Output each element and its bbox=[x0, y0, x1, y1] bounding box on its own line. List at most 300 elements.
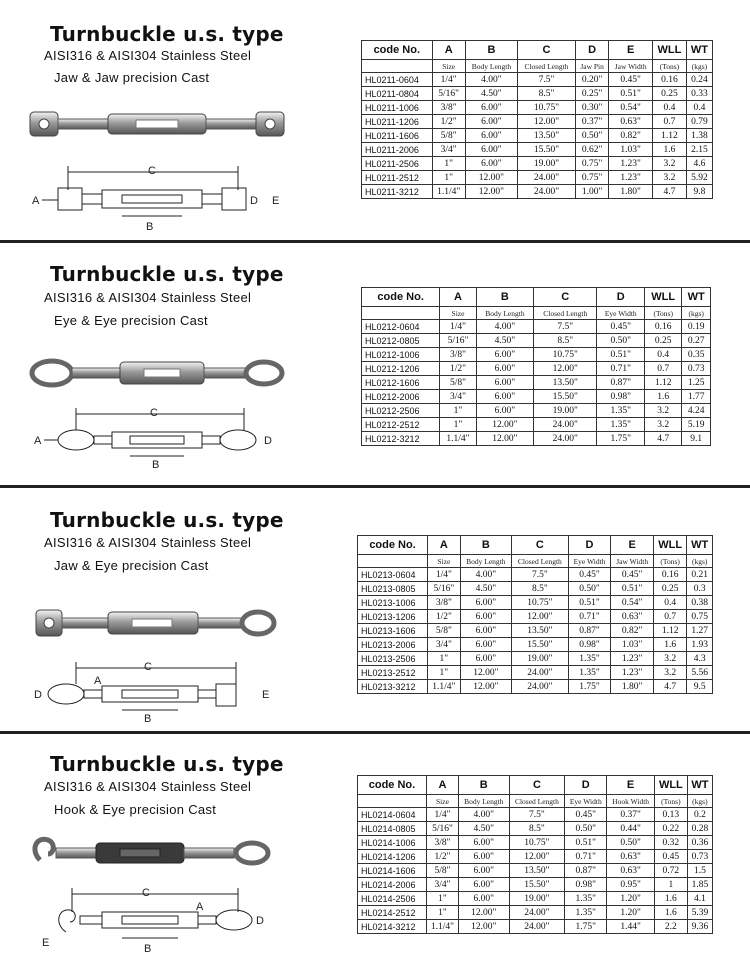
code-cell: HL0213-2006 bbox=[358, 638, 428, 652]
value-cell: 0.7 bbox=[653, 610, 686, 624]
column-header: A bbox=[440, 288, 476, 307]
value-cell: 12.00" bbox=[509, 850, 565, 864]
value-cell: 24.00" bbox=[518, 185, 576, 199]
column-header: code No. bbox=[358, 536, 428, 555]
value-cell: 0.51" bbox=[597, 348, 645, 362]
table-row bbox=[362, 390, 711, 404]
dim-label-b: B bbox=[144, 943, 152, 955]
dim-label-a: A bbox=[34, 435, 42, 447]
section-title: Turnbuckle u.s. type bbox=[50, 508, 284, 532]
value-cell: 0.13 bbox=[654, 808, 687, 822]
value-cell: 9.36 bbox=[687, 920, 712, 934]
spec-table-eye-eye bbox=[361, 287, 711, 446]
value-cell: 12.00" bbox=[476, 432, 533, 446]
code-cell: HL0211-1006 bbox=[362, 101, 433, 115]
value-cell: 15.50" bbox=[509, 878, 565, 892]
value-cell: 0.25" bbox=[575, 87, 609, 101]
value-cell: 0.98" bbox=[568, 638, 611, 652]
value-cell: 5/8" bbox=[432, 129, 465, 143]
value-cell: 0.98" bbox=[597, 390, 645, 404]
code-cell: HL0214-0604 bbox=[358, 808, 427, 822]
unit-cell: (kgs) bbox=[687, 795, 712, 808]
column-header: WLL bbox=[653, 536, 686, 555]
value-cell: 15.50" bbox=[518, 143, 576, 157]
value-cell: 0.45" bbox=[597, 320, 645, 334]
value-cell: 0.50" bbox=[565, 822, 607, 836]
column-header: B bbox=[460, 536, 511, 555]
dim-label-c: C bbox=[142, 887, 150, 899]
value-cell: 3/8" bbox=[426, 836, 458, 850]
column-header: D bbox=[565, 776, 607, 795]
value-cell: 1" bbox=[432, 171, 465, 185]
unit-cell bbox=[358, 555, 428, 568]
column-header: A bbox=[426, 776, 458, 795]
unit-cell: (Tons) bbox=[654, 795, 687, 808]
column-header: code No. bbox=[362, 41, 433, 60]
value-cell: 0.75 bbox=[687, 610, 713, 624]
table-row bbox=[358, 906, 713, 920]
table-row bbox=[358, 850, 713, 864]
table-row bbox=[362, 432, 711, 446]
material-text: AISI316 & AISI304 Stainless Steel bbox=[44, 290, 252, 305]
table-row bbox=[362, 87, 713, 101]
unit-cell: Body Length bbox=[465, 60, 517, 73]
table-row bbox=[362, 73, 713, 87]
value-cell: 1.5 bbox=[687, 864, 712, 878]
value-cell: 4.3 bbox=[687, 652, 713, 666]
value-cell: 1.6 bbox=[654, 906, 687, 920]
value-cell: 1/4" bbox=[428, 568, 461, 582]
table-row bbox=[362, 334, 711, 348]
value-cell: 4.00" bbox=[459, 808, 510, 822]
value-cell: 19.00" bbox=[509, 892, 565, 906]
dim-label-d: D bbox=[250, 195, 258, 207]
value-cell: 0.4 bbox=[652, 101, 686, 115]
table-row bbox=[362, 157, 713, 171]
unit-cell: Size bbox=[428, 555, 461, 568]
table-row bbox=[358, 638, 713, 652]
table-row bbox=[358, 568, 713, 582]
value-cell: 1.35" bbox=[597, 404, 645, 418]
value-cell: 4.50" bbox=[465, 87, 517, 101]
value-cell: 1.23" bbox=[611, 652, 654, 666]
table-header-row bbox=[362, 288, 711, 307]
column-header: E bbox=[607, 776, 655, 795]
dim-label-c: C bbox=[148, 165, 156, 177]
value-cell: 0.50" bbox=[575, 129, 609, 143]
value-cell: 1" bbox=[428, 666, 461, 680]
value-cell: 7.5" bbox=[518, 73, 576, 87]
value-cell: 12.00" bbox=[512, 610, 569, 624]
section-divider bbox=[0, 240, 750, 243]
value-cell: 1.03" bbox=[609, 143, 652, 157]
dim-label-b: B bbox=[152, 459, 160, 471]
value-cell: 1.35" bbox=[565, 892, 607, 906]
table-row bbox=[358, 624, 713, 638]
value-cell: 24.00" bbox=[534, 418, 597, 432]
value-cell: 19.00" bbox=[512, 652, 569, 666]
value-cell: 2.2 bbox=[654, 920, 687, 934]
value-cell: 0.33 bbox=[686, 87, 712, 101]
value-cell: 3/4" bbox=[426, 878, 458, 892]
unit-cell bbox=[362, 60, 433, 73]
unit-cell bbox=[358, 795, 427, 808]
value-cell: 1.03" bbox=[611, 638, 654, 652]
value-cell: 1.6 bbox=[652, 143, 686, 157]
value-cell: 4.24 bbox=[682, 404, 711, 418]
value-cell: 1.80" bbox=[609, 185, 652, 199]
value-cell: 1.1/4" bbox=[432, 185, 465, 199]
value-cell: 0.82" bbox=[609, 129, 652, 143]
table-units-row bbox=[358, 555, 713, 568]
value-cell: 1.23" bbox=[609, 171, 652, 185]
material-text: AISI316 & AISI304 Stainless Steel bbox=[44, 779, 252, 794]
value-cell: 6.00" bbox=[460, 596, 511, 610]
value-cell: 0.71" bbox=[568, 610, 611, 624]
value-cell: 6.00" bbox=[460, 610, 511, 624]
table-row bbox=[358, 822, 713, 836]
value-cell: 3/4" bbox=[440, 390, 476, 404]
value-cell: 0.45" bbox=[609, 73, 652, 87]
value-cell: 24.00" bbox=[518, 171, 576, 185]
value-cell: 0.51" bbox=[609, 87, 652, 101]
style-text: Hook & Eye precision Cast bbox=[54, 802, 217, 817]
value-cell: 7.5" bbox=[534, 320, 597, 334]
code-cell: HL0214-1006 bbox=[358, 836, 427, 850]
table-row bbox=[358, 808, 713, 822]
table-row bbox=[358, 864, 713, 878]
value-cell: 0.73 bbox=[682, 362, 711, 376]
section-divider bbox=[0, 485, 750, 488]
code-cell: HL0213-2506 bbox=[358, 652, 428, 666]
value-cell: 1/2" bbox=[440, 362, 476, 376]
dim-label-a: A bbox=[94, 675, 102, 687]
value-cell: 0.4 bbox=[686, 101, 712, 115]
table-header-row bbox=[358, 536, 713, 555]
value-cell: 1.75" bbox=[597, 432, 645, 446]
value-cell: 24.00" bbox=[509, 906, 565, 920]
style-text: Eye & Eye precision Cast bbox=[54, 313, 208, 328]
value-cell: 0.21 bbox=[687, 568, 713, 582]
value-cell: 0.71" bbox=[565, 850, 607, 864]
section-divider bbox=[0, 731, 750, 734]
value-cell: 1.12 bbox=[645, 376, 682, 390]
value-cell: 1.23" bbox=[611, 666, 654, 680]
table-row bbox=[362, 143, 713, 157]
unit-cell: Body Length bbox=[476, 307, 533, 320]
column-header: A bbox=[428, 536, 461, 555]
unit-cell: (Tons) bbox=[645, 307, 682, 320]
value-cell: 0.4 bbox=[653, 596, 686, 610]
material-text: AISI316 & AISI304 Stainless Steel bbox=[44, 535, 252, 550]
value-cell: 0.63" bbox=[607, 864, 655, 878]
value-cell: 6.00" bbox=[476, 376, 533, 390]
value-cell: 5.56 bbox=[687, 666, 713, 680]
code-cell: HL0211-2006 bbox=[362, 143, 433, 157]
code-cell: HL0214-0805 bbox=[358, 822, 427, 836]
unit-cell: (kgs) bbox=[682, 307, 711, 320]
table-row bbox=[358, 878, 713, 892]
unit-cell: Size bbox=[426, 795, 458, 808]
value-cell: 0.22 bbox=[654, 822, 687, 836]
value-cell: 6.00" bbox=[460, 624, 511, 638]
column-header: B bbox=[476, 288, 533, 307]
value-cell: 7.5" bbox=[509, 808, 565, 822]
value-cell: 0.63" bbox=[611, 610, 654, 624]
value-cell: 1.1/4" bbox=[440, 432, 476, 446]
value-cell: 1/2" bbox=[432, 115, 465, 129]
value-cell: 0.63" bbox=[607, 850, 655, 864]
code-cell: HL0211-0604 bbox=[362, 73, 433, 87]
code-cell: HL0212-1006 bbox=[362, 348, 440, 362]
value-cell: 1/4" bbox=[440, 320, 476, 334]
unit-cell: Jaw Width bbox=[609, 60, 652, 73]
value-cell: 0.7 bbox=[645, 362, 682, 376]
unit-cell: Size bbox=[432, 60, 465, 73]
value-cell: 3/8" bbox=[432, 101, 465, 115]
value-cell: 1.25 bbox=[682, 376, 711, 390]
value-cell: 0.87" bbox=[565, 864, 607, 878]
column-header: C bbox=[509, 776, 565, 795]
value-cell: 0.50" bbox=[607, 836, 655, 850]
code-cell: HL0214-2506 bbox=[358, 892, 427, 906]
column-header: D bbox=[575, 41, 609, 60]
value-cell: 13.50" bbox=[518, 129, 576, 143]
value-cell: 12.00" bbox=[534, 362, 597, 376]
value-cell: 1.6 bbox=[654, 892, 687, 906]
code-cell: HL0213-2512 bbox=[358, 666, 428, 680]
table-row bbox=[362, 101, 713, 115]
column-header: A bbox=[432, 41, 465, 60]
value-cell: 1.27 bbox=[687, 624, 713, 638]
unit-cell: Body Length bbox=[460, 555, 511, 568]
value-cell: 0.25 bbox=[652, 87, 686, 101]
dim-label-e: E bbox=[262, 689, 270, 701]
value-cell: 1" bbox=[440, 404, 476, 418]
value-cell: 24.00" bbox=[534, 432, 597, 446]
value-cell: 0.45" bbox=[611, 568, 654, 582]
value-cell: 6.00" bbox=[476, 404, 533, 418]
dim-label-d: D bbox=[34, 689, 42, 701]
value-cell: 1.35" bbox=[597, 418, 645, 432]
value-cell: 5/16" bbox=[432, 87, 465, 101]
unit-cell: (Tons) bbox=[652, 60, 686, 73]
value-cell: 0.45" bbox=[568, 568, 611, 582]
value-cell: 15.50" bbox=[512, 638, 569, 652]
table-row bbox=[358, 680, 713, 694]
value-cell: 0.87" bbox=[568, 624, 611, 638]
spec-table-hook-eye bbox=[357, 775, 713, 934]
jaw-jaw-turnbuckle-photo bbox=[22, 100, 292, 150]
value-cell: 3.2 bbox=[645, 418, 682, 432]
code-cell: HL0212-2006 bbox=[362, 390, 440, 404]
value-cell: 5/16" bbox=[428, 582, 461, 596]
value-cell: 0.37" bbox=[575, 115, 609, 129]
code-cell: HL0213-0805 bbox=[358, 582, 428, 596]
unit-cell: Body Length bbox=[459, 795, 510, 808]
value-cell: 1.1/4" bbox=[428, 680, 461, 694]
value-cell: 12.00" bbox=[459, 906, 510, 920]
value-cell: 3/8" bbox=[428, 596, 461, 610]
table-row bbox=[362, 418, 711, 432]
code-cell: HL0212-1206 bbox=[362, 362, 440, 376]
table-units-row bbox=[358, 795, 713, 808]
value-cell: 9.1 bbox=[682, 432, 711, 446]
value-cell: 3.2 bbox=[653, 652, 686, 666]
value-cell: 13.50" bbox=[509, 864, 565, 878]
code-cell: HL0212-2506 bbox=[362, 404, 440, 418]
dim-label-e: E bbox=[272, 195, 280, 207]
style-text: Jaw & Eye precision Cast bbox=[54, 558, 209, 573]
value-cell: 12.00" bbox=[465, 171, 517, 185]
value-cell: 0.28 bbox=[687, 822, 712, 836]
code-cell: HL0214-2006 bbox=[358, 878, 427, 892]
value-cell: 1.38 bbox=[686, 129, 712, 143]
value-cell: 0.50" bbox=[568, 582, 611, 596]
value-cell: 0.72 bbox=[654, 864, 687, 878]
dim-label-c: C bbox=[144, 661, 152, 673]
section-title: Turnbuckle u.s. type bbox=[50, 22, 284, 46]
column-header: code No. bbox=[358, 776, 427, 795]
jaw-eye-dimension-drawing bbox=[32, 660, 282, 728]
value-cell: 0.79 bbox=[686, 115, 712, 129]
value-cell: 5/8" bbox=[426, 864, 458, 878]
value-cell: 4.00" bbox=[465, 73, 517, 87]
value-cell: 13.50" bbox=[534, 376, 597, 390]
value-cell: 4.7 bbox=[653, 680, 686, 694]
value-cell: 4.7 bbox=[652, 185, 686, 199]
value-cell: 6.00" bbox=[465, 115, 517, 129]
value-cell: 0.51" bbox=[611, 582, 654, 596]
value-cell: 8.5" bbox=[534, 334, 597, 348]
table-row bbox=[362, 115, 713, 129]
column-header: WT bbox=[687, 536, 713, 555]
value-cell: 0.54" bbox=[609, 101, 652, 115]
code-cell: HL0214-3212 bbox=[358, 920, 427, 934]
table-units-row bbox=[362, 60, 713, 73]
value-cell: 3.2 bbox=[652, 157, 686, 171]
value-cell: 12.00" bbox=[476, 418, 533, 432]
code-cell: HL0214-1206 bbox=[358, 850, 427, 864]
value-cell: 13.50" bbox=[512, 624, 569, 638]
column-header: E bbox=[609, 41, 652, 60]
code-cell: HL0212-2512 bbox=[362, 418, 440, 432]
value-cell: 5.92 bbox=[686, 171, 712, 185]
value-cell: 0.36 bbox=[687, 836, 712, 850]
value-cell: 4.50" bbox=[476, 334, 533, 348]
value-cell: 0.51" bbox=[568, 596, 611, 610]
value-cell: 5/16" bbox=[426, 822, 458, 836]
column-header: C bbox=[512, 536, 569, 555]
value-cell: 1.80" bbox=[611, 680, 654, 694]
unit-cell: Jaw Pin bbox=[575, 60, 609, 73]
value-cell: 6.00" bbox=[460, 652, 511, 666]
value-cell: 6.00" bbox=[460, 638, 511, 652]
code-cell: HL0213-3212 bbox=[358, 680, 428, 694]
unit-cell: Closed Length bbox=[509, 795, 565, 808]
value-cell: 1.12 bbox=[652, 129, 686, 143]
value-cell: 1.85 bbox=[687, 878, 712, 892]
value-cell: 15.50" bbox=[534, 390, 597, 404]
table-header-row bbox=[358, 776, 713, 795]
value-cell: 6.00" bbox=[465, 129, 517, 143]
value-cell: 19.00" bbox=[518, 157, 576, 171]
column-header: WLL bbox=[654, 776, 687, 795]
column-header: E bbox=[611, 536, 654, 555]
value-cell: 0.16 bbox=[645, 320, 682, 334]
code-cell: HL0213-1606 bbox=[358, 624, 428, 638]
value-cell: 6.00" bbox=[465, 143, 517, 157]
value-cell: 0.20" bbox=[575, 73, 609, 87]
value-cell: 12.00" bbox=[460, 666, 511, 680]
value-cell: 6.00" bbox=[465, 101, 517, 115]
value-cell: 1" bbox=[432, 157, 465, 171]
value-cell: 3.2 bbox=[653, 666, 686, 680]
value-cell: 1.35" bbox=[568, 652, 611, 666]
unit-cell: Size bbox=[440, 307, 476, 320]
column-header: B bbox=[465, 41, 517, 60]
unit-cell: Eye Width bbox=[597, 307, 645, 320]
value-cell: 1.20" bbox=[607, 906, 655, 920]
value-cell: 1.6 bbox=[645, 390, 682, 404]
section-title: Turnbuckle u.s. type bbox=[50, 752, 284, 776]
table-row bbox=[358, 892, 713, 906]
value-cell: 5.19 bbox=[682, 418, 711, 432]
value-cell: 3.2 bbox=[652, 171, 686, 185]
value-cell: 0.32 bbox=[654, 836, 687, 850]
value-cell: 3/4" bbox=[432, 143, 465, 157]
table-row bbox=[358, 582, 713, 596]
value-cell: 2.15 bbox=[686, 143, 712, 157]
value-cell: 0.19 bbox=[682, 320, 711, 334]
dim-label-a: A bbox=[32, 195, 40, 207]
value-cell: 3.2 bbox=[645, 404, 682, 418]
table-row bbox=[362, 171, 713, 185]
value-cell: 3/8" bbox=[440, 348, 476, 362]
value-cell: 0.62" bbox=[575, 143, 609, 157]
value-cell: 0.35 bbox=[682, 348, 711, 362]
column-header: D bbox=[597, 288, 645, 307]
eye-eye-turnbuckle-photo bbox=[26, 350, 286, 396]
value-cell: 0.63" bbox=[609, 115, 652, 129]
value-cell: 0.7 bbox=[652, 115, 686, 129]
value-cell: 0.50" bbox=[597, 334, 645, 348]
value-cell: 10.75" bbox=[509, 836, 565, 850]
column-header: C bbox=[534, 288, 597, 307]
value-cell: 1" bbox=[428, 652, 461, 666]
value-cell: 1" bbox=[426, 892, 458, 906]
code-cell: HL0214-2512 bbox=[358, 906, 427, 920]
column-header: B bbox=[459, 776, 510, 795]
value-cell: 6.00" bbox=[459, 850, 510, 864]
unit-cell: Eye Width bbox=[568, 555, 611, 568]
unit-cell bbox=[362, 307, 440, 320]
code-cell: HL0211-2506 bbox=[362, 157, 433, 171]
jaw-jaw-dimension-drawing bbox=[28, 160, 288, 236]
column-header: WLL bbox=[652, 41, 686, 60]
value-cell: 12.00" bbox=[459, 920, 510, 934]
value-cell: 6.00" bbox=[476, 390, 533, 404]
code-cell: HL0213-1006 bbox=[358, 596, 428, 610]
section-title: Turnbuckle u.s. type bbox=[50, 262, 284, 286]
value-cell: 1/2" bbox=[426, 850, 458, 864]
value-cell: 1.75" bbox=[565, 920, 607, 934]
value-cell: 0.25 bbox=[653, 582, 686, 596]
value-cell: 0.45 bbox=[654, 850, 687, 864]
value-cell: 0.73 bbox=[687, 850, 712, 864]
column-header: WT bbox=[686, 41, 712, 60]
spec-table-jaw-eye bbox=[357, 535, 713, 694]
